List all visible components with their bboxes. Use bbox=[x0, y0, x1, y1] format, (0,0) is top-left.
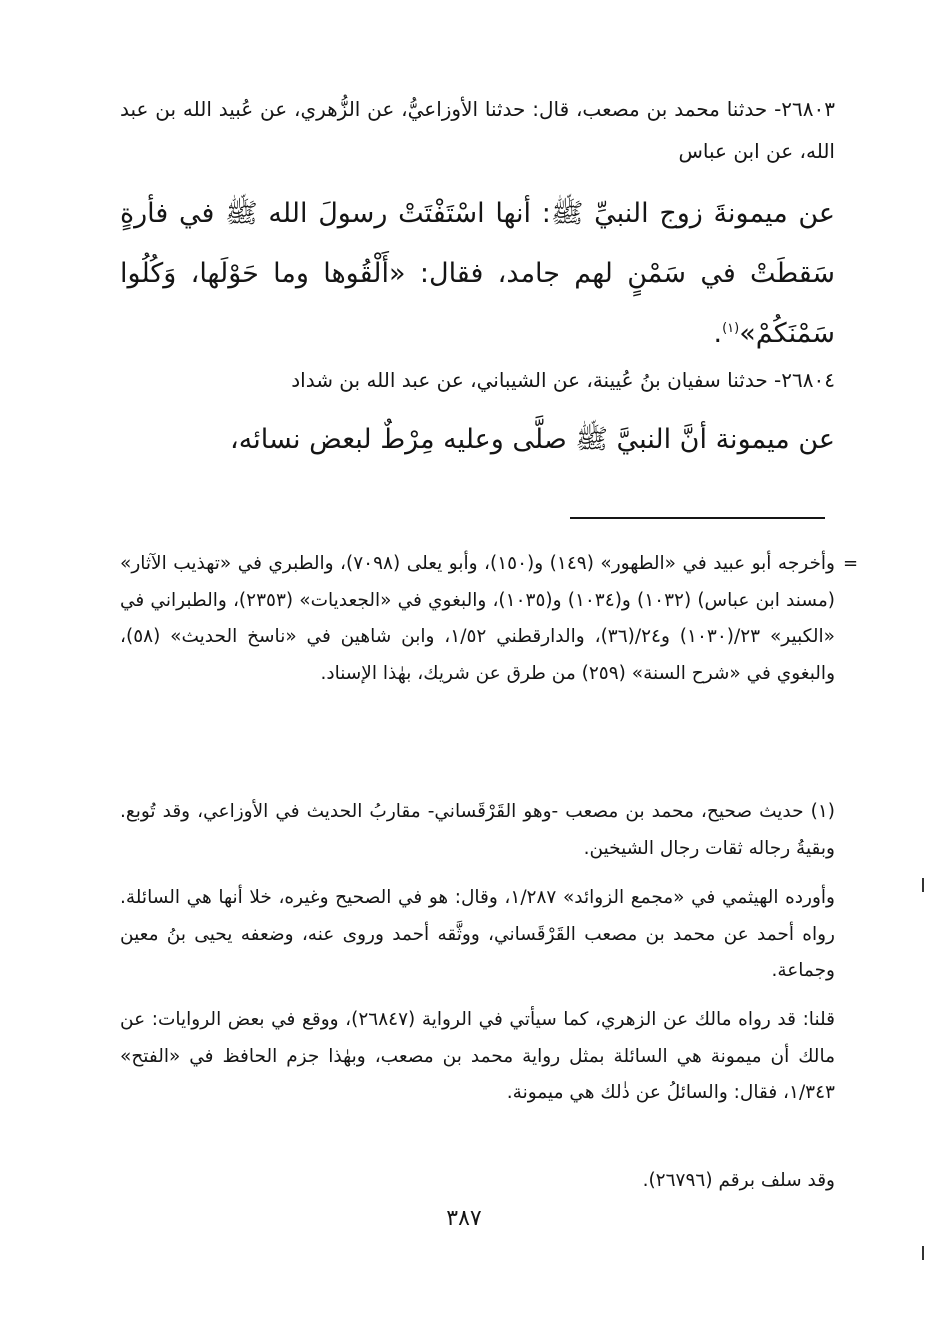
hadith-26803-matn: عن ميمونةَ زوج النبيِّ ﷺ: أنها اسْتَفْتَتْ رسولَ الله ﷺ في فأرةٍ سَقطَتْ في سَمْنٍ لهم جامد، فقال: «أَلْقُوها وما حَوْلَها، وَكُلُوا سَمْنَكُمْ» bbox=[120, 198, 835, 349]
footnote-continued-paragraph: وأخرجه أبو عبيد في «الطهور» (١٤٩) و(١٥٠)، وأبو يعلى (٧٠٩٨)، والطبري في «تهذيب الآثار» (مسند ابن عباس) (١٠٣٢) و(١٠٣٤) و(١٠٣٥)، والبغوي في «الجعديات» (٢٣٥٣)، والطبراني في «الكبير» ٢٣/(١٠٣٠) و٢٤/(٣٦)، والدارقطني ١/٥٢، وابن شاهين في «ناسخ الحديث» (٥٨)، والبغوي في «شرح السنة» (٢٥٩) من طرق عن شريك، بهٰذا الإسناد. bbox=[120, 553, 836, 684]
footnote-1-paragraph-2: وأورده الهيثمي في «مجمع الزوائد» ١/٢٨٧، وقال: هو في الصحيح وغيره، خلا أنها هي السائلة. رواه أحمد عن محمد بن مصعب القَرْقَساني، ووثَّقه أحمد وروى عنه، وضعفه يحيى بنُ معين وجماعة. bbox=[120, 887, 835, 981]
footnote-reference-1: (١) bbox=[722, 321, 740, 336]
hadith-26803-end-mark: . bbox=[713, 318, 723, 349]
scan-edge-mark bbox=[922, 878, 924, 892]
footnote-continuation-mark: = bbox=[843, 553, 859, 574]
hadith-26804-chain: ٢٦٨٠٤- حدثنا سفيان بنُ عُيينة، عن الشيباني، عن عبد الله بن شداد bbox=[291, 368, 835, 392]
footnote-1-paragraph-3: قلنا: قد رواه مالك عن الزهري، كما سيأتي في الرواية (٢٦٨٤٧)، ووقع في بعض الروايات: عن مالك أن ميمونة هي السائلة بمثل رواية محمد بن مصعب، وبهٰذا جزم الحافظ في «الفتح» ١/٣٤٣، فقال: والسائلُ عن ذٰلك هي ميمونة. bbox=[120, 1009, 835, 1103]
footnote-separator bbox=[570, 517, 825, 519]
footnote-1-paragraph-1: (١) حديث صحيح، محمد بن مصعب -وهو القَرْقَساني- مقاربُ الحديث في الأوزاعي، وقد تُوبع. وبقيةُ رجاله ثقات رجال الشيخين. bbox=[120, 801, 835, 859]
footnote-1-paragraph-4: وقد سلف برقم (٢٦٧٩٦). bbox=[642, 1170, 835, 1191]
hadith-26803-chain: ٢٦٨٠٣- حدثنا محمد بن مصعب، قال: حدثنا الأوزاعيُّ، عن الزُّهري، عن عُبيد الله بن عبد الله، عن ابن عباس bbox=[120, 97, 835, 163]
page-number: ٣٨٧ bbox=[446, 1206, 482, 1231]
hadith-26804-text: عن ميمونة أنَّ النبيَّ ﷺ صلَّى وعليه مِرْطٌ لبعض نسائه، bbox=[230, 424, 835, 455]
scan-edge-mark bbox=[922, 1246, 924, 1260]
hadith-26803-text bbox=[120, 184, 835, 364]
